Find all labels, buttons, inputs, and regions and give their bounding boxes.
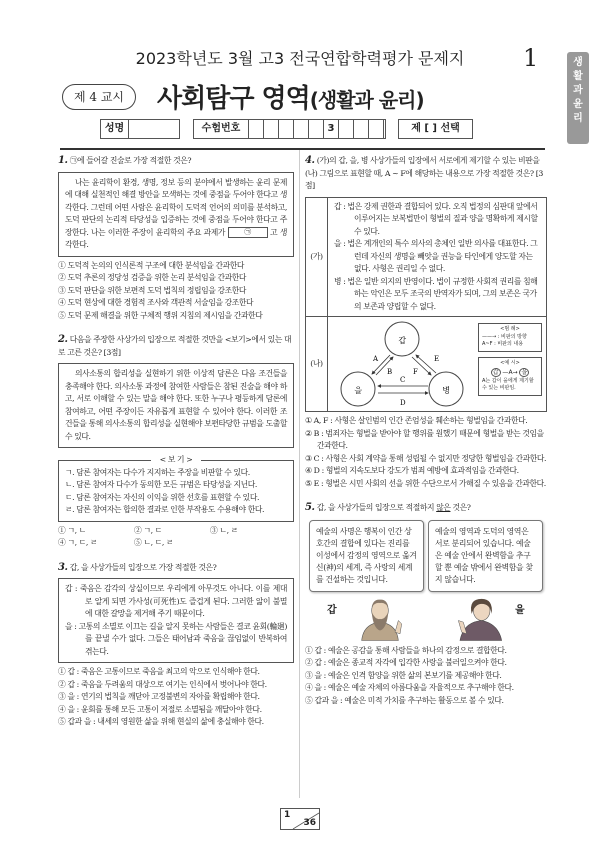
q5-options — [305, 645, 547, 708]
ga-statement — [334, 201, 540, 239]
edge-label: F — [413, 368, 418, 376]
q2-option[interactable]: ⑤ ㄴ, ㄷ, ㄹ — [134, 538, 174, 547]
q4-prompt: (가)의 갑, 을, 병 사상가들의 입장에서 서로에게 제기할 수 있는 비판을 (나) 그림으로 표현할 때, A ~ F에 해당하는 내용으로 가장 적절한 것은? [3점] — [305, 156, 543, 190]
subject-sub: (생활과 윤리) — [309, 88, 424, 112]
portraits — [305, 595, 547, 641]
q1-option[interactable]: ③ 도덕 판단을 위한 보편적 도덕 법칙의 정립임을 강조한다 — [58, 285, 247, 295]
q3-statement-a — [65, 583, 287, 621]
statement: 법은 강제 권한과 결합되어 있다. 오직 법정의 심판대 앞에서 이루어지는 보복법만이 형벌의 질과 양을 명확하게 제시할 수 있다. — [347, 201, 538, 236]
q1-option[interactable]: ④ 도덕 현상에 대한 경험적 조사와 객관적 서술임을 강조한다 — [58, 298, 254, 307]
ga-statement — [334, 276, 540, 314]
q1-passage-end: 고 생각한다. — [65, 227, 287, 249]
q1-option[interactable]: ② 도덕 추론의 정당성 검증을 위한 논리 분석임을 간과한다 — [58, 273, 247, 282]
q5-number: 5. — [305, 502, 315, 513]
q1-option[interactable]: ① 도덕적 논의의 인식론적 구조에 대한 분석임을 간과한다 — [58, 260, 244, 270]
speaker: 갑 : — [65, 584, 78, 593]
side-tab-label: 생활과 윤리 — [573, 57, 583, 124]
q5-option[interactable]: ① 갑 : 예술은 공감을 통해 사람들을 하나의 감정으로 결합한다. — [305, 645, 507, 655]
q4-number: 4. — [305, 155, 315, 166]
example-to: 을 — [521, 368, 528, 376]
header-rule — [60, 148, 545, 150]
legend-title: <범 례> — [500, 326, 520, 332]
q5-option[interactable]: ③ 을 : 예술은 인격 함양을 위한 삶의 본보기를 제공해야 한다. — [305, 670, 502, 680]
period-badge: 제 4 교시 — [62, 84, 136, 110]
exam-number-digit: 3 — [324, 120, 339, 138]
exam-title: 2023학년도 3월 고3 전국연합학력평가 문제지 — [135, 49, 465, 68]
question-2 — [58, 334, 294, 550]
legend-box — [478, 323, 542, 352]
na-diagram — [328, 317, 546, 411]
side-tab — [567, 52, 589, 144]
exam-number-field[interactable] — [193, 119, 386, 139]
page-number: 1 — [523, 44, 539, 72]
portrait-gap-illustration — [355, 595, 405, 641]
q3-number: 3. — [58, 561, 68, 573]
q2-passage: 의사소통의 합리성을 실현하기 위한 이상적 담론은 다음 조건들을 충족해야 한다. 의사소통 과정에 참여한 사람들은 참된 진술을 해야 하고, 서로 이해할 수 있는 말을 해야 한다. 또한 누구나 평등하게 담론에 참여하고, 어떤 주장이든 자유롭게 표현할 수 있어야 한다. 이러한 조건들을 통해 의사소통의 합리성을 실현해야 보편타당한 규범을 도출할 수 있다. — [58, 363, 294, 448]
q3-prompt: 갑, 을 사상가들의 입장으로 가장 적절한 것은? — [69, 562, 217, 572]
example-label: A — [508, 368, 513, 376]
q1-blank: ㉠ — [228, 227, 268, 238]
q3-passage — [58, 578, 294, 663]
column-divider — [299, 150, 300, 798]
q2-prompt: 다음을 주장한 사상가의 입장으로 적절한 것만을 <보기>에서 있는 대로 고른 것은? [3점] — [58, 335, 292, 357]
na-label: (나) — [306, 317, 328, 411]
q2-options — [58, 525, 294, 550]
edge-label: E — [434, 355, 439, 363]
q5-option[interactable]: ② 갑 : 예술은 종교적 자각에 입각한 사랑을 불러일으켜야 한다. — [305, 658, 507, 667]
q3-option[interactable]: ① 갑 : 죽음은 고통이므로 죽음을 최고의 악으로 인식해야 한다. — [58, 667, 260, 676]
edge-label: D — [400, 399, 406, 407]
speech-bubbles — [305, 520, 547, 592]
node-label: 갑 — [398, 336, 406, 345]
legend-arrow: ——→ : 비판의 방향 — [482, 333, 527, 340]
q1-passage-text: 나는 윤리학이 환경, 생명, 정보 등의 분야에서 발생하는 윤리 문제에 대해 실천적인 해결 방안을 모색하는 것에 중점을 두어야 한다고 생각한다. 그런데 어떤 사람은 윤리학이 도덕적 언어의 의미를 분석하고, 도덕 판단의 논리적 타당성을 입증하는 것에 중점을 두어야 한다고 주장한다. 나는 이러한 주장이 윤리학의 주요 과제가 — [65, 177, 287, 237]
q5-prompt: 갑, 을 사상가들의 입장으로 적절하지 — [316, 503, 437, 512]
speaker: 을 : — [334, 239, 346, 248]
total-pages: 36 — [303, 818, 316, 828]
choice-label: 제 [ ] 선택 — [411, 123, 460, 134]
exam-number-label: 수험번호 — [194, 120, 249, 138]
legend-af: A~F : 비판의 내용 — [482, 341, 524, 347]
edge-label: A — [373, 355, 378, 363]
ga-label: (가) — [306, 198, 328, 318]
example-text: A는 갑이 을에게 제기할 수 있는 비판임. — [482, 377, 534, 391]
q5-option[interactable]: ④ 을 : 예술은 예술 자체의 아름다움을 자율적으로 추구해야 한다. — [305, 683, 514, 692]
person-label-gap: 갑 — [327, 604, 337, 616]
q5-prompt-end: 것은? — [450, 503, 471, 512]
q1-prompt: ㉠에 들어갈 진술로 가장 적절한 것은? — [69, 156, 192, 165]
q4-options — [305, 415, 547, 490]
subject-title — [157, 78, 424, 115]
q4-option[interactable]: ③ C : 사형은 사회 계약을 통해 성립될 수 없지만 정당한 형벌임을 간과한다. — [305, 453, 547, 463]
q1-option[interactable]: ⑤ 도덕 문제 해결을 위한 구체적 행위 지침의 제시임을 간과한다 — [58, 310, 263, 320]
node-label: 을 — [354, 386, 362, 395]
left-column — [58, 155, 294, 729]
example-arrow: 갑 —A→ 을 — [492, 368, 528, 376]
edge-label: C — [400, 376, 405, 384]
choice-field[interactable] — [398, 119, 473, 139]
ga-content — [328, 198, 546, 318]
speaker: 을 : — [65, 621, 77, 631]
page-indicator — [280, 808, 320, 830]
question-3 — [58, 562, 294, 729]
example-box — [478, 357, 542, 396]
bogi-item: ㄴ. 담론 참여자 다수가 동의한 모든 규범은 타당성을 지닌다. — [65, 480, 257, 489]
person-label-eul: 을 — [515, 604, 525, 616]
bogi-item: ㄷ. 담론 참여자는 자신의 이익을 위한 선호를 표현할 수 있다. — [65, 492, 260, 502]
portrait-eul-illustration — [455, 595, 505, 641]
bogi-item: ㄹ. 담론 참여자는 합의한 결과로 인한 부작용도 수용해야 한다. — [65, 505, 265, 514]
q4-option[interactable]: ④ D : 형벌의 지속도보다 강도가 범죄 예방에 효과적임을 간과한다. — [305, 466, 519, 475]
critique-diagram — [328, 317, 474, 411]
statement: 법은 계개인의 특수 의사의 총체인 일반 의사를 대표한다. 그런데 자신의 생명을 빼앗을 권능을 타인에게 양도할 자는 없다. 사형은 권리일 수 없다. — [347, 239, 538, 273]
q3-option[interactable]: ③ 을 : 연기의 법칙을 깨닫아 고정불변의 자아를 확립해야 한다. — [58, 692, 260, 701]
q1-passage — [58, 172, 294, 257]
q5-prompt-emphasis: 않은 — [436, 503, 451, 512]
q1-number: 1. — [58, 155, 68, 166]
right-column — [305, 155, 547, 707]
question-5 — [305, 502, 547, 707]
name-field[interactable] — [100, 119, 180, 139]
q2-option[interactable]: ① ㄱ, ㄴ — [58, 525, 86, 535]
ga-statement — [334, 238, 540, 276]
q4-option[interactable]: ② B : 범죄자는 형벌을 받아야 할 행위를 원했기 때문에 형벌을 받는 것임을 간과한다. — [305, 428, 544, 450]
q2-option[interactable]: ③ ㄴ, ㄹ — [210, 525, 238, 535]
q2-number: 2. — [58, 334, 68, 345]
q2-option[interactable]: ② ㄱ, ㄷ — [134, 525, 162, 535]
statement: 고통의 소멸로 이끄는 길을 알지 못하는 사람들은 결코 윤회(輪廻)를 끝낼 수가 없다. 그들은 태어남과 죽음을 끊임없이 반복하여 겪는다. — [78, 621, 287, 656]
speaker: 병 : — [334, 276, 346, 286]
q5-option[interactable]: ⑤ 갑과 을 : 예술은 미적 가치를 추구하는 활동으로 볼 수 있다. — [305, 695, 504, 705]
q4-table — [305, 197, 547, 413]
edge-label: B — [387, 368, 392, 376]
current-page: 1 — [284, 810, 291, 820]
q3-statement-b — [65, 621, 287, 659]
q3-option[interactable]: ⑤ 갑과 을 : 내세의 영원한 삶을 위해 현실의 삶에 충실해야 한다. — [58, 717, 264, 726]
q3-option[interactable]: ② 갑 : 죽음을 두려움의 대상으로 여기는 인식에서 벗어나야 한다. — [58, 679, 267, 689]
example-from: 갑 — [492, 368, 499, 376]
speech-bubble-eul: 예술의 영역과 도덕의 영역은 서로 분리되어 있습니다. 예술은 예술 안에서 완벽함을 추구할 뿐 예술 밖에서 완벽함을 찾지 않습니다. — [428, 520, 543, 592]
speaker: 갑 : — [334, 201, 346, 211]
q3-option[interactable]: ④ 을 : 윤회를 통해 모든 고통이 저절로 소멸됨을 깨달아야 한다. — [58, 704, 262, 714]
q2-bogi-box — [58, 455, 294, 522]
q2-bogi-title: < 보 기 > — [151, 454, 201, 467]
node-label: 병 — [442, 386, 450, 395]
question-1 — [58, 155, 294, 322]
example-title: <예 시> — [500, 360, 520, 366]
name-label: 성명 — [101, 120, 129, 138]
subject-main: 사회탐구 영역 — [157, 84, 310, 114]
statement: 죽음은 감각의 상실이므로 우리에게 아무것도 아니다. 이를 제대로 알게 되면 가사성(可死性)도 즐겁게 된다. 그러한 앎이 불멸에 대한 갈망을 제거해 주기 때문이다. — [79, 584, 287, 618]
q4-option[interactable]: ⑤ E : 형벌은 시민 사회의 선을 위한 수단으로서 가해질 수 있음을 간과한다. — [305, 478, 546, 488]
bogi-item: ㄱ. 담론 참여자는 다수가 지지하는 주장을 비판할 수 있다. — [65, 467, 250, 477]
q4-option[interactable]: ① A, F : 사형은 살인범의 인간 존엄성을 훼손하는 형벌임을 간과한다. — [305, 416, 528, 425]
question-4 — [305, 155, 547, 490]
q2-option[interactable]: ④ ㄱ, ㄷ, ㄹ — [58, 538, 98, 547]
speech-bubble-gap: 예술의 사명은 행복이 인간 상호간의 결합에 있다는 진리를 이성에서 감정의 영역으로 옮겨 신(神)의 세계, 즉 사랑의 세계를 건설하는 것입니다. — [309, 520, 424, 592]
statement: 법은 일반 의지의 반영이다. 법이 규정한 사회적 권리를 침해하는 악인은 모두 조국의 반역자가 되며, 그의 보존은 국가의 보존과 양립할 수 없다. — [347, 276, 538, 311]
